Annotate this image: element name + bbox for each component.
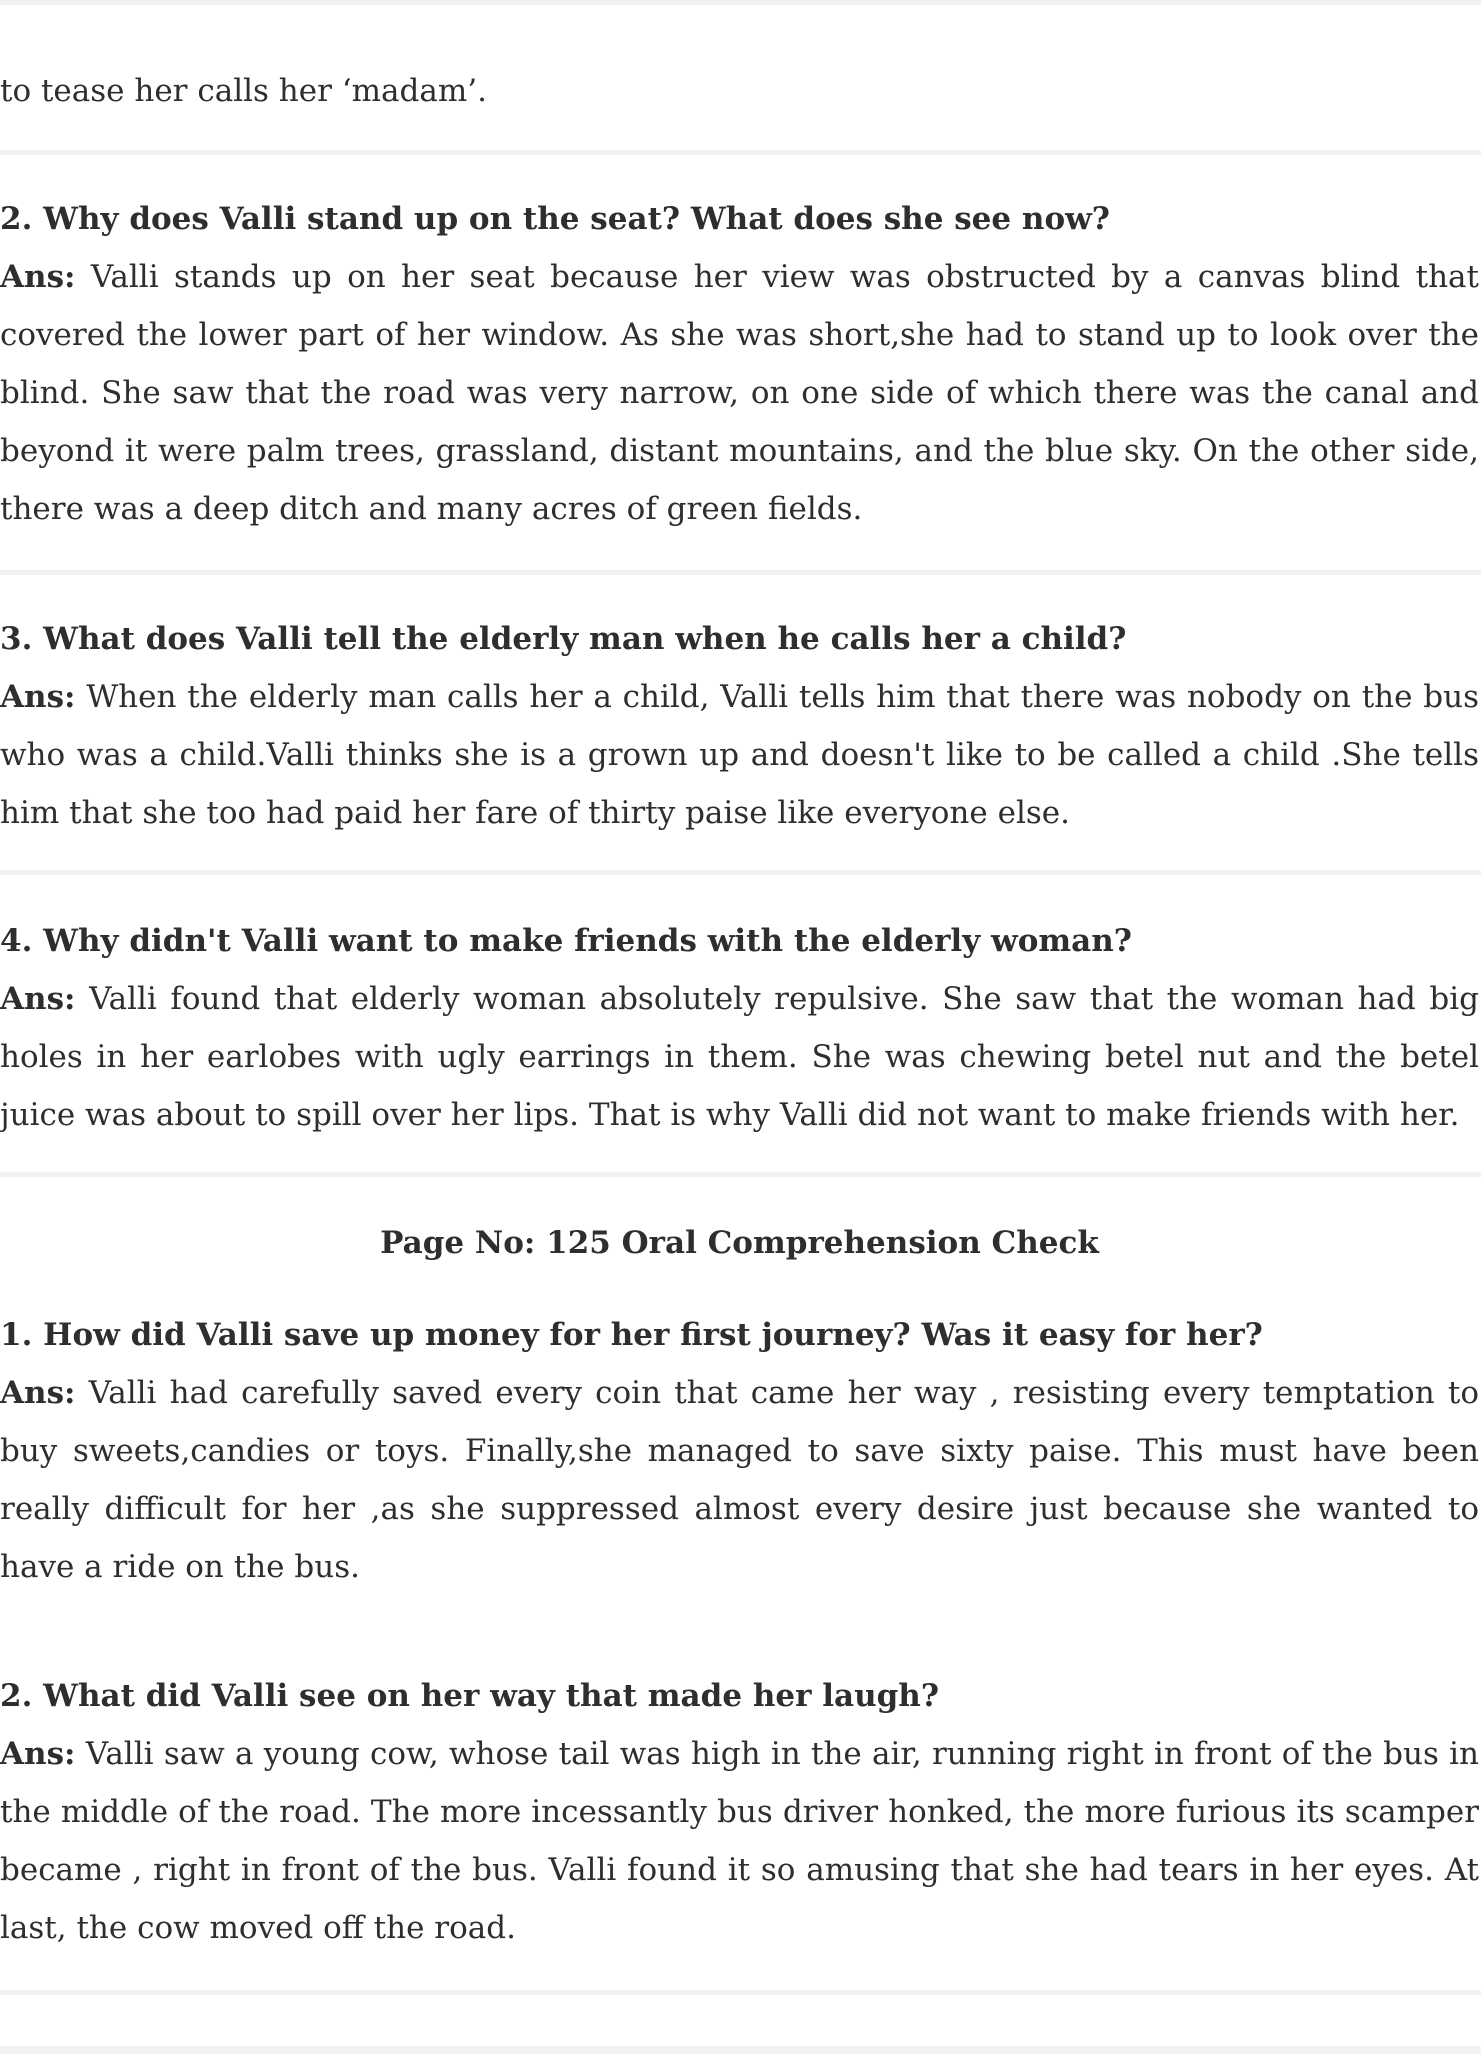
qa-block (0, 1306, 1479, 1596)
ans-label: Ans: (0, 259, 76, 295)
answer-text (0, 248, 1479, 538)
section-heading-block (0, 1214, 1479, 1272)
answer-body: Valli stands up on her seat because her view was obstructed by a canvas blind that covered the lower part of her window. As she was short,she had to stand up to look over the blind. She saw that the road was very narrow, on one side of which there was the canal and beyond it were palm trees, grassland, distant mountains, and the blue sky. On the other side, there was a deep ditch and many acres of green fields. (0, 259, 1479, 527)
answer-text (0, 970, 1479, 1144)
ans-label: Ans: (0, 1375, 76, 1411)
section-heading: Page No: 125 Oral Comprehension Check (380, 1225, 1099, 1261)
continuation-block (0, 62, 1479, 120)
answer-text (0, 668, 1479, 842)
ans-label: Ans: (0, 679, 76, 715)
qa-block (0, 912, 1479, 1144)
ans-label: Ans: (0, 1736, 76, 1772)
continuation-text: to tease her calls her ‘madam’. (0, 73, 487, 109)
question-text: 2. Why does Valli stand up on the seat? What does she see now? (0, 201, 1110, 237)
question-text: 1. How did Valli save up money for her first journey? Was it easy for her? (0, 1317, 1263, 1353)
answer-body: Valli saw a young cow, whose tail was high in the air, running right in front of the bus in the middle of the road. The more incessantly bus driver honked, the more furious its scamper became , right in front of the bus. Valli found it so amusing that she had tears in her eyes. At last, the cow moved off the road. (0, 1736, 1480, 1946)
qa-block (0, 1667, 1479, 1957)
divider (0, 2046, 1481, 2054)
divider (0, 570, 1481, 575)
answer-body: Valli had carefully saved every coin that came her way , resisting every temptation to buy sweets,candies or toys. Finally,she managed to save sixty paise. This must have been really difficult for her ,as she suppressed almost every desire just because she wanted to have a ride on the bus. (0, 1375, 1479, 1585)
divider (0, 1172, 1481, 1177)
answer-body: When the elderly man calls her a child, Valli tells him that there was nobody on the bus who was a child.Valli thinks she is a grown up and doesn't like to be called a child .She tells him that she too had paid her fare of thirty paise like everyone else. (0, 679, 1479, 831)
question-text: 4. Why didn't Valli want to make friends with the elderly woman? (0, 923, 1132, 959)
qa-block (0, 190, 1479, 538)
question-text: 3. What does Valli tell the elderly man when he calls her a child? (0, 621, 1127, 657)
ans-label: Ans: (0, 981, 76, 1017)
question-text: 2. What did Valli see on her way that made her laugh? (0, 1678, 940, 1714)
divider (0, 870, 1481, 875)
divider (0, 150, 1481, 155)
answer-body: Valli found that elderly woman absolutely repulsive. She saw that the woman had big holes in her earlobes with ugly earrings in them. She was chewing betel nut and the betel juice was about to spill over her lips. That is why Valli did not want to make friends with her. (0, 981, 1480, 1133)
answer-text (0, 1725, 1479, 1957)
divider (0, 0, 1481, 5)
qa-block (0, 610, 1479, 842)
divider (0, 1990, 1481, 1995)
answer-text (0, 1364, 1479, 1596)
